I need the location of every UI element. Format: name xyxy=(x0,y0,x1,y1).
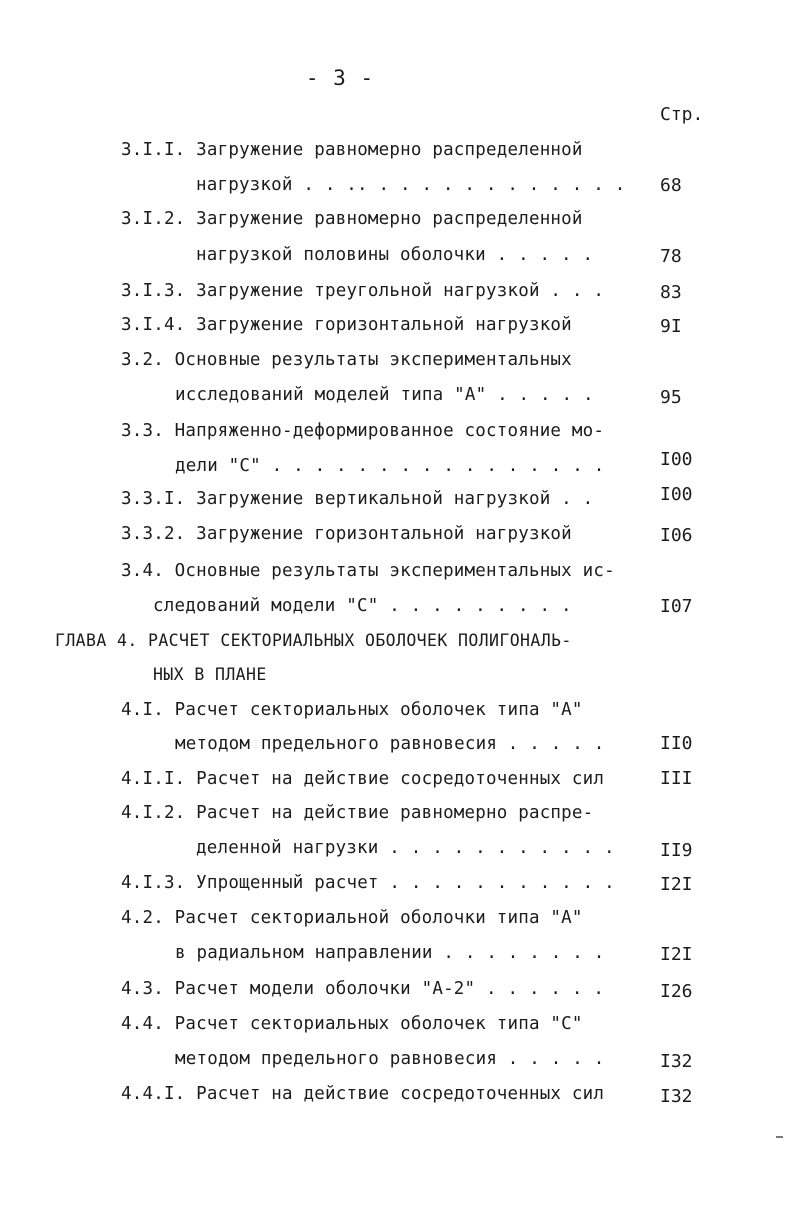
toc-entry-line: 3.2. Основные результаты экспериментальных xyxy=(121,350,572,370)
toc-page-number: III xyxy=(660,768,693,789)
toc-entry-line: 3.I.2. Загружение равномерно распределенной xyxy=(121,209,583,229)
toc-entry-line: 4.I.2. Расчет на действие равномерно распре- xyxy=(121,803,594,823)
toc-entry-line: 3.3.2. Загружение горизонтальной нагрузкой xyxy=(121,524,572,544)
toc-page-number: I26 xyxy=(660,981,693,1002)
toc-page-number: 95 xyxy=(660,387,682,408)
toc-entry-line: 4.I.3. Упрощенный расчет . . . . . . . . . . . xyxy=(121,873,615,893)
toc-page-number: 78 xyxy=(660,246,682,267)
toc-entry-line: 3.4. Основные результаты экспериментальных ис- xyxy=(121,561,615,581)
toc-page-number: I2I xyxy=(660,874,693,895)
chapter-heading-line: ГЛАВА 4. РАСЧЕТ СЕКТОРИАЛЬНЫХ ОБОЛОЧЕК ПОЛИГОНАЛЬ- xyxy=(55,631,572,650)
toc-entry-line: 3.3.I. Загружение вертикальной нагрузкой . . xyxy=(121,489,594,509)
scan-speck xyxy=(776,1136,783,1138)
toc-page-number: 9I xyxy=(660,316,682,337)
toc-page-number: I06 xyxy=(660,525,693,546)
toc-page-number: I07 xyxy=(660,596,693,617)
toc-page-number: I2I xyxy=(660,944,693,965)
toc-page-number: II0 xyxy=(660,733,693,754)
toc-entry-line: 4.4.I. Расчет на действие сосредоточенных сил xyxy=(121,1084,605,1104)
toc-entry-line: 3.I.3. Загружение треугольной нагрузкой . . . xyxy=(121,281,605,301)
toc-page-number: I32 xyxy=(660,1051,693,1072)
toc-page-number: I00 xyxy=(660,484,693,505)
toc-entry-line: 3.I.I. Загружение равномерно распределенной xyxy=(121,140,583,160)
toc-page-number: II9 xyxy=(660,840,693,861)
page-number: - 3 - xyxy=(305,66,375,90)
toc-page-number: 68 xyxy=(660,175,682,196)
toc-entry-line: нагрузкой . . .. . . . . . . . . . . . . xyxy=(196,175,626,195)
toc-entry-line: исследований моделей типа "А" . . . . . xyxy=(175,385,594,405)
toc-entry-line: нагрузкой половины оболочки . . . . . xyxy=(196,245,594,265)
page-column-header: Стр. xyxy=(660,104,704,125)
toc-entry-line: 3.I.4. Загружение горизонтальной нагрузкой xyxy=(121,315,572,335)
toc-page-number: I00 xyxy=(660,449,693,470)
toc-entry-line: 4.I.I. Расчет на действие сосредоточенных сил xyxy=(121,769,605,789)
toc-entry-line: 4.2. Расчет секториальной оболочки типа "А" xyxy=(121,908,583,928)
toc-entry-line: следований модели "С" . . . . . . . . . xyxy=(153,596,572,616)
toc-page-number: 83 xyxy=(660,282,682,303)
toc-entry-line: 4.I. Расчет секториальных оболочек типа "А" xyxy=(121,700,583,720)
toc-entry-line: методом предельного равновесия . . . . . xyxy=(175,1049,605,1069)
toc-entry-line: методом предельного равновесия . . . . . xyxy=(175,734,605,754)
toc-entry-line: 3.3. Напряженно-деформированное состояние мо- xyxy=(121,421,605,441)
toc-entry-line: 4.4. Расчет секториальных оболочек типа "С" xyxy=(121,1014,583,1034)
toc-entry-line: в радиальном направлении . . . . . . . . xyxy=(175,943,605,963)
toc-entry-line: дели "С" . . . . . . . . . . . . . . . . xyxy=(175,456,605,476)
toc-entry-line: деленной нагрузки . . . . . . . . . . . xyxy=(196,838,615,858)
chapter-heading-line: НЫХ В ПЛАНЕ xyxy=(153,665,267,684)
toc-entry-line: 4.3. Расчет модели оболочки "А-2" . . . . . . xyxy=(121,979,605,999)
toc-page-number: I32 xyxy=(660,1086,693,1107)
